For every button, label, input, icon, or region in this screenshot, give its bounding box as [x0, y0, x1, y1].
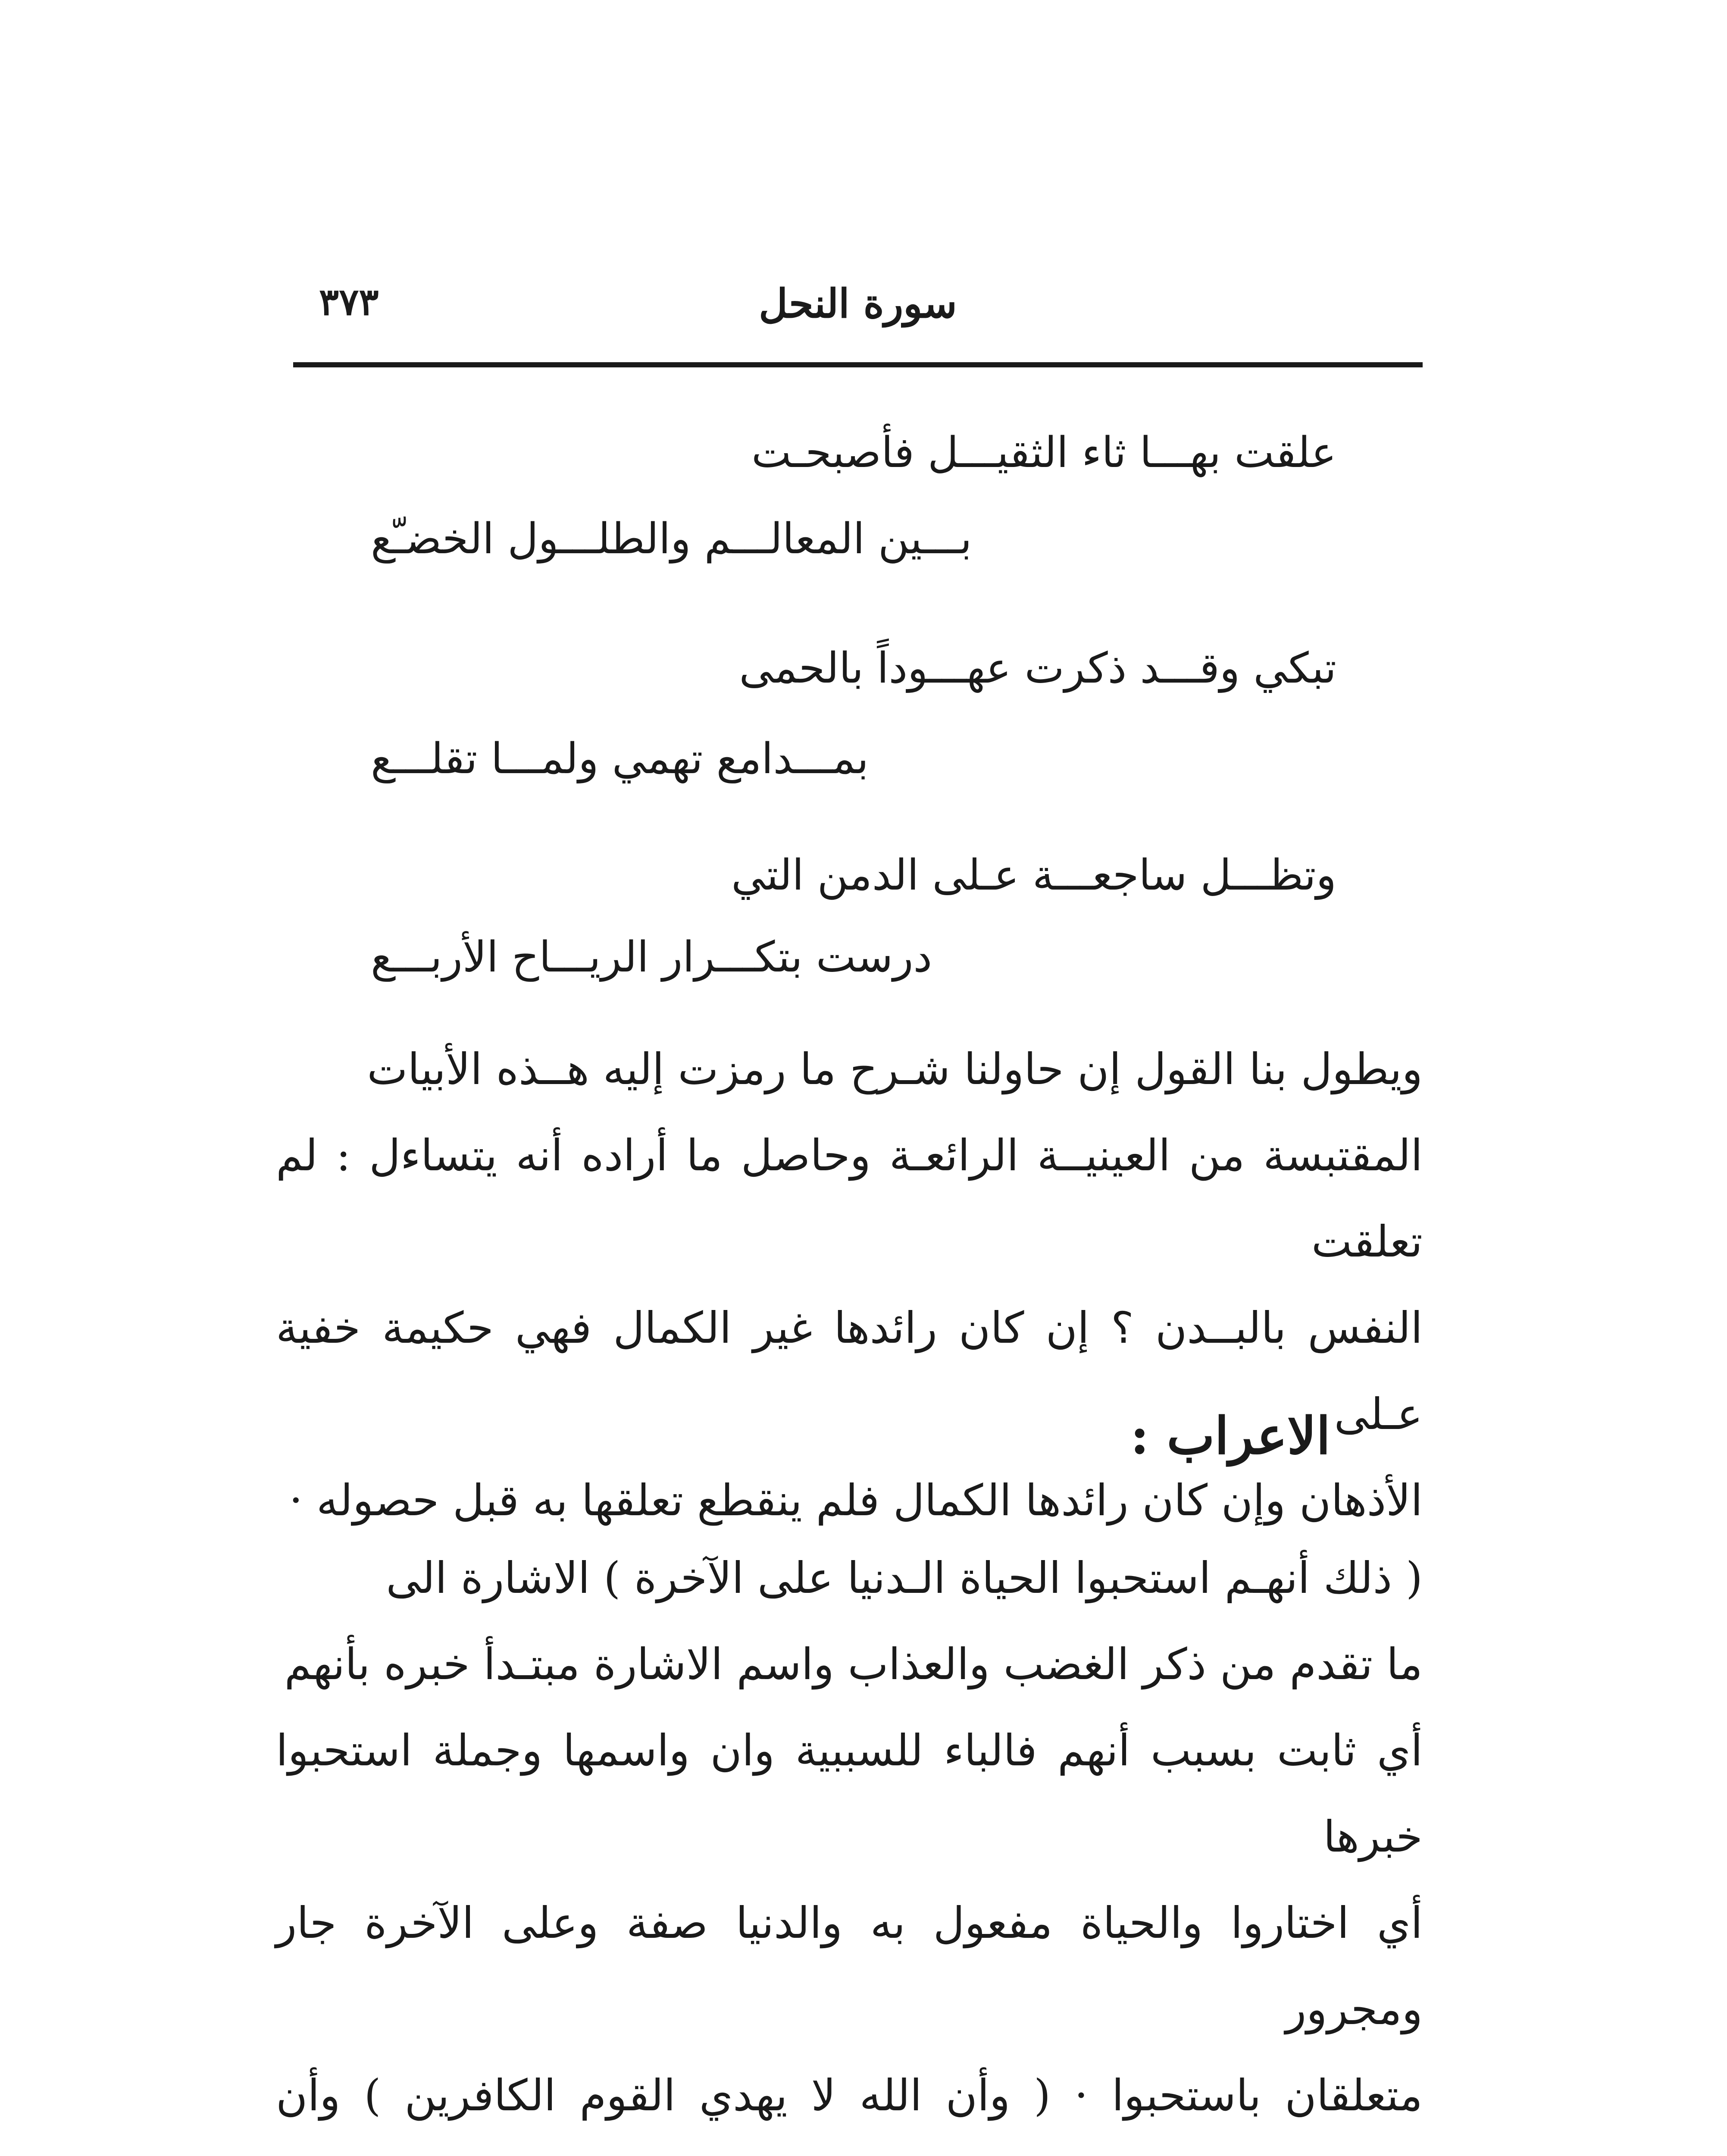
poem-verse-3-second: درست بتكـــرار الريـــاح الأربـــع — [371, 933, 932, 982]
page-header — [293, 267, 1423, 354]
irab-paragraph — [276, 1535, 1423, 2156]
running-title: سورة النحل — [759, 280, 957, 327]
commentary-line: النفس بالبــدن ؟ إن كان رائدها غير الكمال فهي حكيمة خفية عـلى — [276, 1303, 1423, 1439]
header-divider — [293, 362, 1423, 367]
poem-verse-2-first: تبكي وقـــد ذكرت عهـــوداً بالحمى — [739, 644, 1336, 693]
poem-verse-1-second: بـــين المعالـــم والطلـــول الخضـّع — [371, 514, 972, 564]
commentary-line: ويطول بنا القول إن حاولنا شـرح ما رمزت إليه هــذه الأبيات — [367, 1044, 1423, 1094]
poem-verse-2-second: بمـــدامع تهمي ولمـــا تقلـــع — [371, 734, 869, 783]
irab-line: ما تقدم من ذكر الغضب والعذاب واسم الاشارة مبتـدأ خبره بأنهم — [284, 1639, 1423, 1689]
commentary-line: المقتبسة من العينيــة الرائعـة وحاصل ما أراده أنه يتساءل : لم تعلقت — [276, 1130, 1423, 1267]
poem-verse-1-first: علقت بهـــا ثاء الثقيـــل فأصبحـت — [751, 428, 1336, 477]
commentary-line: الأذهان وإن كان رائدها الكمال فلم ينقطع تعلقها به قبل حصوله · — [289, 1475, 1423, 1526]
poem-verse-3-first: وتظـــل ساجعـــة عـلى الدمن التي — [731, 851, 1336, 900]
section-heading: الاعراب : — [1130, 1406, 1330, 1466]
page-number: ٣٧٣ — [319, 280, 379, 324]
irab-line: متعلقان باستحبوا · ( وأن الله لا يهدي القوم الكافرين ) وأن — [276, 2070, 1423, 2121]
irab-line: أي ثابت بسبب أنهم فالباء للسببية وان واسمها وجملة استحبوا خبرها — [276, 1725, 1423, 1862]
commentary-paragraph — [276, 1026, 1423, 1544]
irab-line: ( ذلك أنهـم استحبوا الحياة الـدنيا على الآخرة ) الاشارة الى — [386, 1553, 1423, 1603]
irab-line: أي اختاروا والحياة مفعول به والدنيا صفة وعلى الآخرة جار ومجرور — [276, 1898, 1423, 2034]
